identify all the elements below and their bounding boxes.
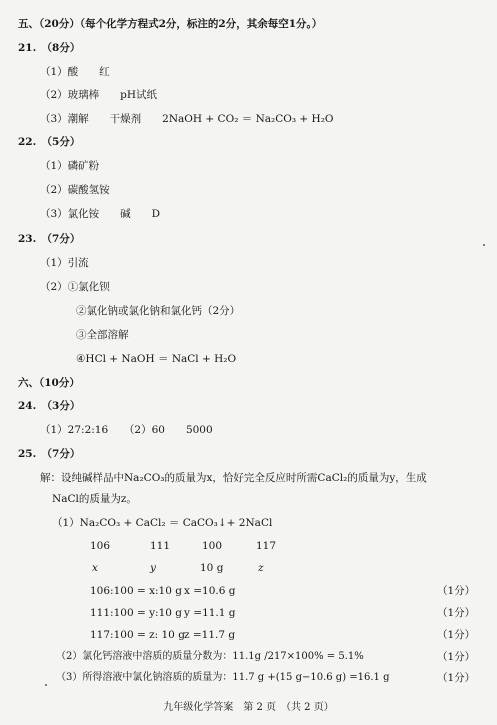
result-y: y =11.1 g	[184, 607, 236, 619]
q22-line3: （3）氯化铵 碱 D	[40, 208, 161, 220]
q23-line4: ③全部溶解	[76, 329, 129, 341]
scan-speck	[45, 684, 47, 686]
ratio-x: 106:100 = x:10 g	[90, 585, 182, 597]
q23-line1: （1）引流	[40, 257, 89, 269]
points-ratio-z: （1分）	[437, 629, 476, 641]
scan-speck	[483, 244, 485, 246]
q21-heading: 21. （8分）	[18, 42, 81, 54]
points-ratio-y: （1分）	[437, 607, 476, 619]
q24-line1: （1）27:2:16 （2）60 5000	[40, 424, 213, 436]
q25-heading: 25. （7分）	[18, 448, 81, 460]
q25-part3: （3）所得溶液中氯化钠溶质的质量为：11.7 g +(15 g−10.6 g) =16.1 g	[56, 672, 390, 683]
mass-na2co3: 106	[90, 540, 111, 552]
points-part3: （1分）	[437, 672, 476, 684]
var-y: y	[150, 562, 156, 574]
ratio-y: 111:100 = y:10 g	[90, 607, 182, 619]
result-z: z =11.7 g	[184, 629, 236, 641]
mass-nacl: 117	[256, 540, 277, 552]
section-6-heading: 六、（10分）	[18, 377, 80, 389]
section-5-heading: 五、（20分）（每个化学方程式2分，标注的2分，其余每空1分。）	[18, 18, 323, 30]
q24-heading: 24. （3分）	[18, 400, 81, 412]
points-part2: （1分）	[437, 651, 476, 663]
q23-line3: ②氯化钠或氯化钠和氯化钙（2分）	[76, 305, 241, 317]
mass-caco3: 100	[202, 540, 223, 552]
q22-heading: 22. （5分）	[18, 136, 81, 148]
q25-solution-line2: NaCl的质量为z。	[52, 493, 137, 505]
q21-line1: （1）酸 红	[40, 66, 110, 78]
q22-line2: （2）碳酸氢铵	[40, 184, 110, 196]
q21-line2: （2）玻璃棒 pH试纸	[40, 89, 158, 101]
page-footer: 九年级化学答案 第 2 页 （共 2 页）	[163, 702, 334, 713]
q23-line2: （2）①氯化钡	[40, 281, 110, 293]
ratio-z: 117:100 = z: 10 g	[90, 629, 185, 641]
points-ratio-x: （1分）	[437, 585, 476, 597]
result-x: x =10.6 g	[184, 585, 236, 597]
var-z: z	[258, 562, 264, 574]
q25-solution-line1: 解：设纯碱样品中Na₂CO₃的质量为x，恰好完全反应时所需CaCl₂的质量为y，生成	[40, 472, 427, 484]
q25-equation: （1）Na₂CO₃ + CaCl₂ ＝ CaCO₃↓+ 2NaCl	[52, 517, 273, 529]
q23-line5: ④HCl + NaOH ＝ NaCl + H₂O	[76, 353, 237, 365]
q21-line3: （3）潮解 干燥剂 2NaOH + CO₂ ＝ Na₂CO₃ + H₂O	[40, 113, 334, 125]
mass-cacl2: 111	[150, 540, 171, 552]
q25-part2: （2）氯化钙溶液中溶质的质量分数为：11.1g /217×100% = 5.1%	[56, 651, 364, 662]
var-mass-caco3: 10 g	[200, 562, 224, 574]
q23-heading: 23. （7分）	[18, 233, 81, 245]
var-x: x	[92, 562, 98, 574]
q22-line1: （1）磷矿粉	[40, 160, 100, 172]
